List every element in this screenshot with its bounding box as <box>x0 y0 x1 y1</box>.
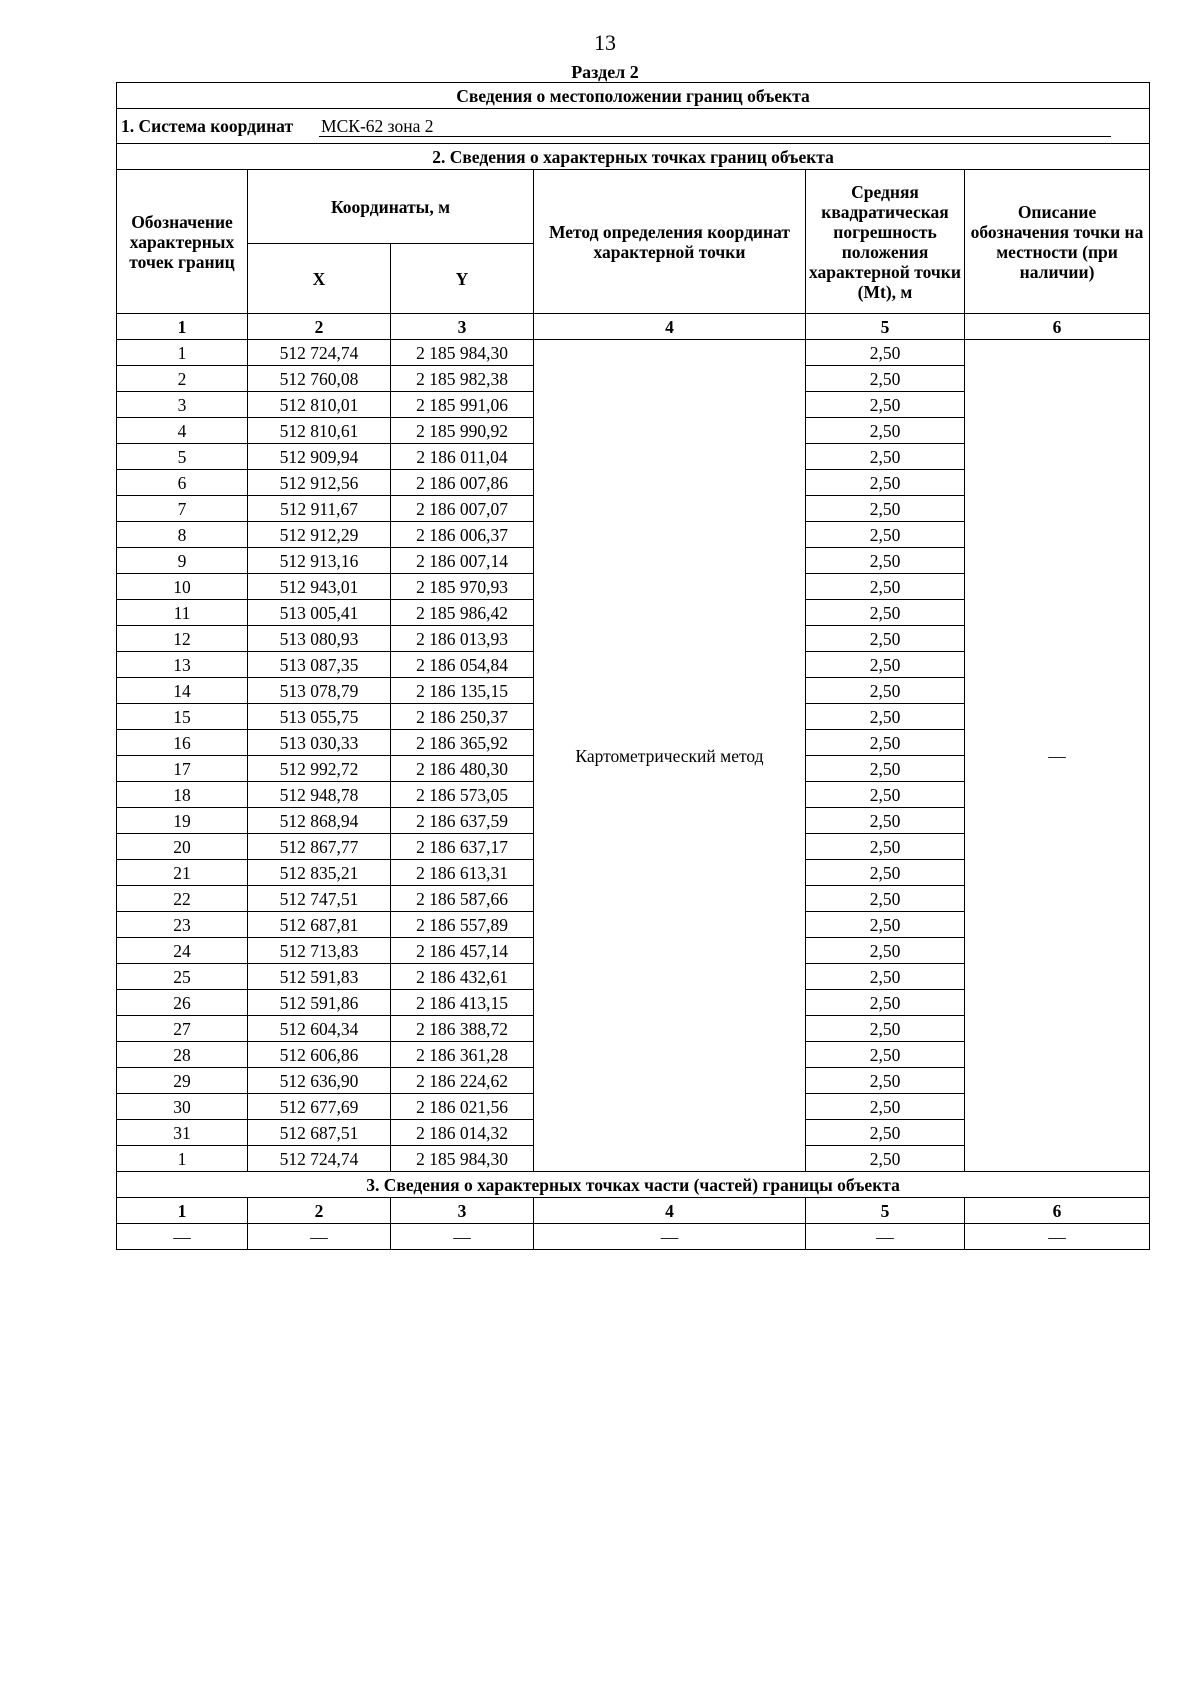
point-y: 2 186 557,89 <box>391 912 534 938</box>
point-x: 512 713,83 <box>248 938 391 964</box>
header-y: Y <box>391 244 534 314</box>
point-x: 512 724,74 <box>248 1146 391 1172</box>
coord-system-row <box>117 109 1150 144</box>
point-id: 19 <box>117 808 248 834</box>
point-error: 2,50 <box>806 496 965 522</box>
point-id: 31 <box>117 1120 248 1146</box>
point-x: 512 913,16 <box>248 548 391 574</box>
point-error: 2,50 <box>806 366 965 392</box>
point-x: 512 912,56 <box>248 470 391 496</box>
point-id: 28 <box>117 1042 248 1068</box>
point-error: 2,50 <box>806 938 965 964</box>
point-id: 13 <box>117 652 248 678</box>
col-number: 4 <box>534 314 806 340</box>
point-x: 513 087,35 <box>248 652 391 678</box>
point-id: 29 <box>117 1068 248 1094</box>
point-id: 14 <box>117 678 248 704</box>
point-x: 512 810,01 <box>248 392 391 418</box>
point-error: 2,50 <box>806 600 965 626</box>
point-y: 2 186 388,72 <box>391 1016 534 1042</box>
point-x: 513 080,93 <box>248 626 391 652</box>
block3-title: 3. Сведения о характерных точках части (частей) границы объекта <box>117 1172 1150 1198</box>
point-id: 21 <box>117 860 248 886</box>
point-y: 2 186 007,07 <box>391 496 534 522</box>
point-x: 513 055,75 <box>248 704 391 730</box>
header-error: Средняя квадратическая погрешность положения характерной точки (Mt), м <box>806 170 965 314</box>
point-error: 2,50 <box>806 860 965 886</box>
col-number: 3 <box>391 1198 534 1224</box>
column-number-row <box>117 314 1150 340</box>
point-error: 2,50 <box>806 1068 965 1094</box>
point-error: 2,50 <box>806 964 965 990</box>
point-x: 512 747,51 <box>248 886 391 912</box>
point-y: 2 186 135,15 <box>391 678 534 704</box>
point-y: 2 185 984,30 <box>391 340 534 366</box>
point-y: 2 186 006,37 <box>391 522 534 548</box>
point-error: 2,50 <box>806 652 965 678</box>
point-error: 2,50 <box>806 626 965 652</box>
point-error: 2,50 <box>806 1094 965 1120</box>
block3-column-number-row <box>117 1198 1150 1224</box>
col-number: 1 <box>117 314 248 340</box>
point-id: 3 <box>117 392 248 418</box>
point-id: 25 <box>117 964 248 990</box>
point-y: 2 186 014,32 <box>391 1120 534 1146</box>
point-id: 24 <box>117 938 248 964</box>
empty-cell: — <box>806 1224 965 1250</box>
point-error: 2,50 <box>806 782 965 808</box>
col-number: 6 <box>965 314 1150 340</box>
point-x: 512 636,90 <box>248 1068 391 1094</box>
empty-cell: — <box>391 1224 534 1250</box>
point-error: 2,50 <box>806 470 965 496</box>
point-x: 512 867,77 <box>248 834 391 860</box>
point-y: 2 186 250,37 <box>391 704 534 730</box>
point-x: 512 604,34 <box>248 1016 391 1042</box>
point-y: 2 186 637,59 <box>391 808 534 834</box>
header-coordinates: Координаты, м <box>248 170 534 244</box>
point-x: 512 912,29 <box>248 522 391 548</box>
point-error: 2,50 <box>806 834 965 860</box>
col-number: 1 <box>117 1198 248 1224</box>
point-x: 512 591,83 <box>248 964 391 990</box>
point-error: 2,50 <box>806 444 965 470</box>
point-row <box>117 340 1150 366</box>
header-method: Метод определения координат характерной точки <box>534 170 806 314</box>
point-y: 2 186 013,93 <box>391 626 534 652</box>
point-y: 2 186 224,62 <box>391 1068 534 1094</box>
point-x: 512 687,51 <box>248 1120 391 1146</box>
point-id: 9 <box>117 548 248 574</box>
point-id: 6 <box>117 470 248 496</box>
point-error: 2,50 <box>806 1042 965 1068</box>
point-x: 512 943,01 <box>248 574 391 600</box>
col-number: 5 <box>806 314 965 340</box>
point-id: 17 <box>117 756 248 782</box>
point-error: 2,50 <box>806 912 965 938</box>
point-id: 16 <box>117 730 248 756</box>
point-id: 10 <box>117 574 248 600</box>
point-x: 512 909,94 <box>248 444 391 470</box>
point-y: 2 186 021,56 <box>391 1094 534 1120</box>
point-x: 512 687,81 <box>248 912 391 938</box>
method-cell: Картометрический метод <box>534 340 806 1172</box>
point-error: 2,50 <box>806 522 965 548</box>
point-id: 8 <box>117 522 248 548</box>
col-number: 6 <box>965 1198 1150 1224</box>
empty-cell: — <box>534 1224 806 1250</box>
col-number: 3 <box>391 314 534 340</box>
point-id: 23 <box>117 912 248 938</box>
point-error: 2,50 <box>806 1146 965 1172</box>
point-id: 27 <box>117 1016 248 1042</box>
point-y: 2 185 982,38 <box>391 366 534 392</box>
point-y: 2 185 970,93 <box>391 574 534 600</box>
point-error: 2,50 <box>806 1120 965 1146</box>
header-point-designation: Обозначение характерных точек границ <box>117 170 248 314</box>
point-x: 513 005,41 <box>248 600 391 626</box>
point-id: 1 <box>117 1146 248 1172</box>
point-y: 2 186 054,84 <box>391 652 534 678</box>
point-error: 2,50 <box>806 730 965 756</box>
point-error: 2,50 <box>806 756 965 782</box>
col-number: 2 <box>248 314 391 340</box>
point-id: 22 <box>117 886 248 912</box>
point-x: 512 948,78 <box>248 782 391 808</box>
point-y: 2 186 011,04 <box>391 444 534 470</box>
section-title: Раздел 2 <box>571 62 639 82</box>
point-x: 512 835,21 <box>248 860 391 886</box>
point-x: 512 760,08 <box>248 366 391 392</box>
point-y: 2 186 413,15 <box>391 990 534 1016</box>
point-x: 512 810,61 <box>248 418 391 444</box>
point-x: 512 868,94 <box>248 808 391 834</box>
point-x: 512 591,86 <box>248 990 391 1016</box>
point-y: 2 186 432,61 <box>391 964 534 990</box>
point-id: 12 <box>117 626 248 652</box>
point-y: 2 185 984,30 <box>391 1146 534 1172</box>
point-id: 15 <box>117 704 248 730</box>
point-y: 2 186 613,31 <box>391 860 534 886</box>
header-description: Описание обозначения точки на местности (при наличии) <box>965 170 1150 314</box>
point-error: 2,50 <box>806 574 965 600</box>
point-y: 2 185 986,42 <box>391 600 534 626</box>
empty-cell: — <box>117 1224 248 1250</box>
block1-title: Сведения о местоположении границ объекта <box>117 83 1150 109</box>
point-id: 5 <box>117 444 248 470</box>
point-id: 30 <box>117 1094 248 1120</box>
point-x: 512 724,74 <box>248 340 391 366</box>
point-y: 2 186 007,14 <box>391 548 534 574</box>
col-number: 2 <box>248 1198 391 1224</box>
point-x: 513 030,33 <box>248 730 391 756</box>
page-number: 13 <box>594 30 616 55</box>
point-id: 2 <box>117 366 248 392</box>
point-y: 2 185 990,92 <box>391 418 534 444</box>
coord-system-label: 1. Система координат <box>121 116 294 136</box>
point-y: 2 186 457,14 <box>391 938 534 964</box>
point-id: 4 <box>117 418 248 444</box>
point-id: 1 <box>117 340 248 366</box>
point-x: 513 078,79 <box>248 678 391 704</box>
point-y: 2 186 573,05 <box>391 782 534 808</box>
point-y: 2 186 365,92 <box>391 730 534 756</box>
point-error: 2,50 <box>806 704 965 730</box>
point-error: 2,50 <box>806 808 965 834</box>
empty-cell: — <box>248 1224 391 1250</box>
point-error: 2,50 <box>806 418 965 444</box>
point-error: 2,50 <box>806 1016 965 1042</box>
point-x: 512 992,72 <box>248 756 391 782</box>
empty-cell: — <box>965 1224 1150 1250</box>
point-error: 2,50 <box>806 990 965 1016</box>
point-id: 11 <box>117 600 248 626</box>
point-y: 2 185 991,06 <box>391 392 534 418</box>
point-x: 512 677,69 <box>248 1094 391 1120</box>
point-y: 2 186 007,86 <box>391 470 534 496</box>
coord-system-value: МСК-62 зона 2 <box>319 116 1111 137</box>
boundary-table <box>116 82 1150 1250</box>
header-x: X <box>248 244 391 314</box>
point-id: 18 <box>117 782 248 808</box>
point-error: 2,50 <box>806 392 965 418</box>
point-y: 2 186 480,30 <box>391 756 534 782</box>
point-error: 2,50 <box>806 340 965 366</box>
col-number: 5 <box>806 1198 965 1224</box>
point-x: 512 911,67 <box>248 496 391 522</box>
point-id: 20 <box>117 834 248 860</box>
point-y: 2 186 587,66 <box>391 886 534 912</box>
point-error: 2,50 <box>806 548 965 574</box>
description-cell: — <box>965 340 1150 1172</box>
col-number: 4 <box>534 1198 806 1224</box>
point-error: 2,50 <box>806 678 965 704</box>
point-x: 512 606,86 <box>248 1042 391 1068</box>
point-y: 2 186 637,17 <box>391 834 534 860</box>
point-y: 2 186 361,28 <box>391 1042 534 1068</box>
point-id: 26 <box>117 990 248 1016</box>
point-id: 7 <box>117 496 248 522</box>
block2-title: 2. Сведения о характерных точках границ объекта <box>117 144 1150 170</box>
point-error: 2,50 <box>806 886 965 912</box>
block3-empty-row <box>117 1224 1150 1250</box>
